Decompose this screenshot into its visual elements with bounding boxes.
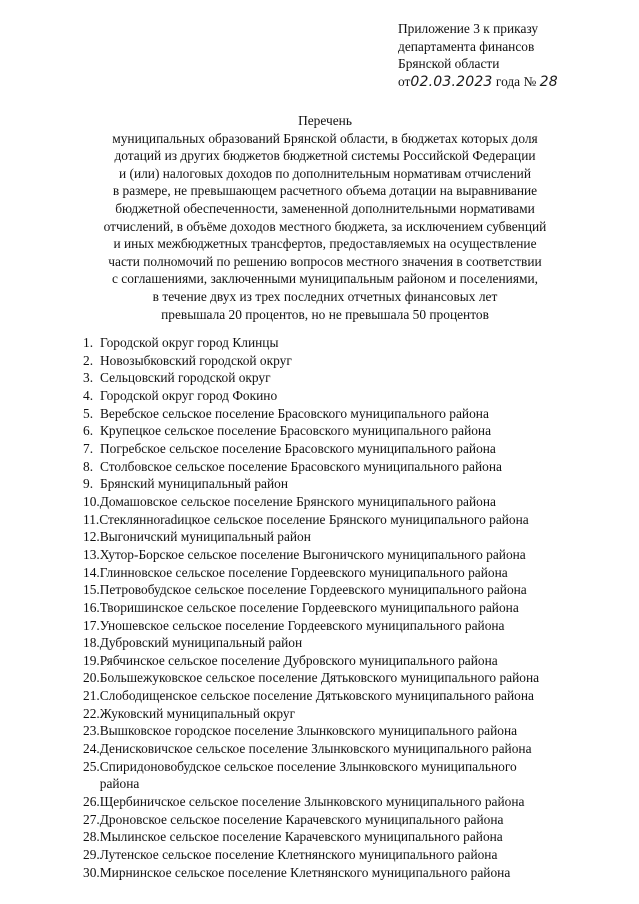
list-item-number: 11. [83,511,100,527]
list-item-name: Новозыбковский городской округ [100,352,292,368]
list-item [83,811,623,829]
list-item [83,669,623,687]
list-item-number: 5. [83,405,94,421]
list-item-number: 26. [83,794,100,810]
list-item [83,387,623,405]
list-item [83,617,623,635]
title-line: и (или) налоговых доходов по дополнительным нормативам отчислений [118,165,532,181]
list-item-name: Стеклянноradицкое сельское поселение Брянского муниципального района [99,511,529,527]
year-label: года [495,73,521,89]
list-item-name: Дубровский муниципальный район [99,635,303,651]
list-item-number: 25. [83,758,100,774]
list-item-number: 3. [83,370,94,386]
list-item-name: Жуковский муниципальный округ [99,705,296,721]
list-item-name: Городской округ город Фокино [100,387,278,403]
list-item [83,405,623,423]
list-item [83,581,623,599]
list-item [83,458,623,476]
list-item [83,722,623,740]
list-item-number: 18. [83,635,100,651]
list-item-name: Брянский муниципальный район [100,476,289,492]
handwritten-date: 02.03.2023 [410,73,493,90]
list-item-name [100,758,570,793]
list-item-name: Денисковичское сельское поселение Злынковского муниципального района [99,741,532,757]
list-item-name: Хутор-Борское сельское поселение Выгоничского муниципального района [99,546,526,562]
title-line: бюджетной обеспеченности, замененной дополнительными нормативами [115,200,535,216]
list-item [83,599,623,617]
number-label: № [523,73,537,89]
list-item-number: 9. [83,476,94,492]
list-item-name: Мылинское сельское поселение Карачевского муниципального района [99,829,503,845]
list-item-number: 7. [83,440,94,456]
list-item-number: 19. [83,652,100,668]
list-item [83,846,623,864]
list-item [83,687,623,705]
list-item [83,652,623,670]
list-item [83,705,623,723]
list-item-name: Большежуковское сельское поселение Дятьковского муниципального района [99,670,540,686]
appendix-line-2: департамента финансов [398,38,535,54]
list-item [83,634,623,652]
list-item-number: 4. [83,387,94,403]
list-item-number: 13. [83,546,100,562]
appendix-line-1: Приложение 3 к приказу [398,21,539,36]
list-item-name: Домашовское сельское поселение Брянского муниципального района [99,493,496,509]
appendix-line-3: Брянской области [398,56,500,71]
list-item-number: 2. [83,352,94,368]
title-line: в размере, не превышающем расчетного объема дотации на выравнивание [112,183,538,199]
list-item-name: Городской округ город Клинцы [100,335,279,350]
list-item-number: 14. [83,564,100,580]
title-line: превышала 20 процентов, но не превышала 50 процентов [161,306,489,322]
list-item [83,528,623,546]
list-item-name: Мирнинское сельское поселение Клетнянского муниципального района [99,864,511,880]
title-line: дотаций из других бюджетов бюджетной системы Российской Федерации [114,148,536,164]
list-item-number: 24. [83,741,100,757]
list-item [83,334,623,352]
title-line: муниципальных образований Брянской области, в бюджетах которых доля [112,130,538,146]
list-item-name: Сельцовский городской округ [100,370,271,386]
list-item-name: Крупецкое сельское поселение Брасовского муниципального района [100,423,492,439]
list-item-number: 22. [83,705,100,721]
list-item-number: 10. [83,493,100,509]
list-item-name: Петровобудское сельское поселение Гордеевского муниципального района [99,582,527,598]
list-item-name: Рябчинское сельское поселение Дубровского муниципального района [99,652,498,668]
list-item [83,475,623,493]
list-item-name: Творишинское сельское поселение Гордеевского муниципального района [99,599,519,615]
list-item-number: 6. [83,423,94,439]
list-item-name: Веребское сельское поселение Брасовского муниципального района [100,405,489,421]
list-item [83,493,623,511]
list-item-name-line: Спиридоновобудское сельское поселение Злынковского муниципального [99,758,517,774]
list-item [83,793,623,811]
appendix-header [398,20,628,91]
list-item-name: Глинновское сельское поселение Гордеевского муниципального района [99,564,508,580]
list-item-name: Столбовское сельское поселение Брасовского муниципального района [100,458,502,474]
title-line: отчислений, в объёме доходов местного бюджета, за исключением субвенций [103,218,547,234]
list-item [83,440,623,458]
title-line: и иных межбюджетных трансфертов, предоставляемых на осуществление [113,236,537,252]
list-item-number: 28. [83,829,100,845]
list-item [83,511,623,529]
list-item-name: Выгоничский муниципальный район [99,529,311,545]
list-item-number: 8. [83,458,94,474]
order-date-line [398,73,628,92]
title-heading: Перечень [298,113,352,128]
list-item-name: Лутенское сельское поселение Клетнянского муниципального района [99,847,498,863]
list-item-number: 15. [83,582,100,598]
list-item-number: 27. [83,811,100,827]
title-line: в течение двух из трех последних отчетных финансовых лет [152,288,498,304]
list-item-name-continuation: района [99,776,140,792]
document-title [60,112,590,323]
list-item-number: 23. [83,723,100,739]
handwritten-number: 28 [539,73,558,90]
municipality-list [83,334,623,881]
list-item [83,564,623,582]
date-prefix: от [398,73,411,89]
title-line: с соглашениями, заключенными муниципальным районом и поселениями, [112,271,538,287]
list-item [83,546,623,564]
list-item-number: 20. [83,670,100,686]
list-item [83,422,623,440]
list-item-number: 12. [83,529,100,545]
list-item-number: 1. [83,335,94,350]
list-item [83,740,623,758]
list-item-name: Вышковское городское поселение Злынковского муниципального района [99,723,518,739]
list-item-number: 29. [83,847,100,863]
list-item [83,864,623,882]
list-item-name: Щербиничское сельское поселение Злынковского муниципального района [99,794,525,810]
list-item [83,828,623,846]
list-item-name: Погребское сельское поселение Брасовского муниципального района [100,440,496,456]
list-item-name: Дроновское сельское поселение Карачевского муниципального района [99,811,504,827]
list-item-name: Уношевское сельское поселение Гордеевского муниципального района [99,617,505,633]
list-item-name: Слободищенское сельское поселение Дятьковского муниципального района [99,688,534,704]
list-item-number: 17. [83,617,100,633]
list-item-number: 16. [83,599,100,615]
title-line: части полномочий по решению вопросов местного значения в соответствии [108,253,542,269]
list-item [83,758,623,793]
list-item [83,352,623,370]
list-item-number: 21. [83,688,100,704]
list-item [83,369,623,387]
list-item-number: 30. [83,864,100,880]
